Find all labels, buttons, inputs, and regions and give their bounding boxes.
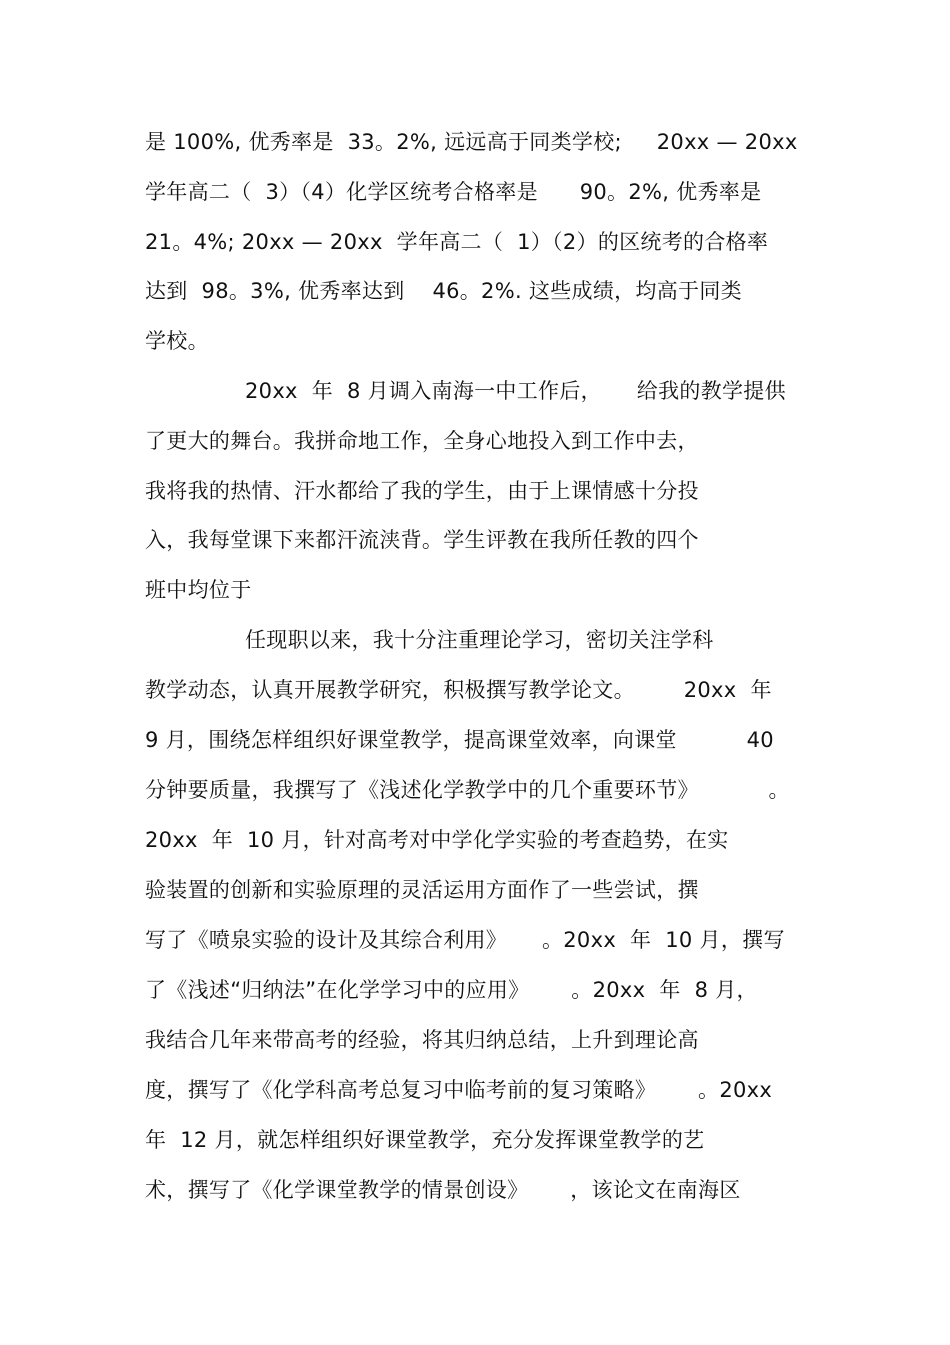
text-line: 度，撰写了《化学科高考总复习中临考前的复习策略》 。20xx bbox=[145, 1078, 773, 1102]
text-line: 我将我的热情、汗水都给了我的学生，由于上课情感十分投 bbox=[145, 479, 699, 503]
text-line: 教学动态，认真开展教学研究，积极撰写教学论文。 20xx 年 bbox=[145, 678, 772, 702]
text-line: 20xx 年 10 月，针对高考对中学化学实验的考查趋势，在实 bbox=[145, 828, 729, 852]
text-line: 学年高二（ 3）（4）化学区统考合格率是 90。2%, 优秀率是 bbox=[145, 180, 762, 204]
text-line: 达到 98。3%, 优秀率达到 46。2%. 这些成绩，均高于同类 bbox=[145, 279, 742, 303]
text-line: 是 100%, 优秀率是 33。2%, 远远高于同类学校; 20xx — 20xx bbox=[145, 130, 798, 154]
text-line: 写了《喷泉实验的设计及其综合利用》 。20xx 年 10 月，撰写 bbox=[145, 928, 785, 952]
text-line: 我结合几年来带高考的经验，将其归纳总结，上升到理论高 bbox=[145, 1028, 699, 1052]
text-line: 分钟要质量，我撰写了《浅述化学教学中的几个重要环节》 。 bbox=[145, 778, 790, 802]
text-line: 班中均位于 bbox=[145, 578, 252, 602]
text-line: 学校。 bbox=[145, 329, 209, 353]
text-line: 了《浅述“归纳法”在化学学习中的应用》 。20xx 年 8 月， bbox=[145, 978, 758, 1002]
text-line: 入，我每堂课下来都汗流浃背。学生评教在我所任教的四个 bbox=[145, 528, 699, 552]
text-line: 了更大的舞台。我拼命地工作，全身心地投入到工作中去， bbox=[145, 429, 699, 453]
paragraph-first-line: 任现职以来，我十分注重理论学习，密切关注学科 bbox=[245, 628, 714, 652]
text-line: 验装置的创新和实验原理的灵活运用方面作了一些尝试，撰 bbox=[145, 878, 699, 902]
paragraph-first-line: 20xx 年 8 月调入南海一中工作后， 给我的教学提供 bbox=[245, 379, 786, 403]
text-line: 21。4%; 20xx — 20xx 学年高二（ 1）（2）的区统考的合格率 bbox=[145, 230, 769, 254]
text-line: 术，撰写了《化学课堂教学的情景创设》 ，该论文在南海区 bbox=[145, 1178, 741, 1202]
text-line: 9 月，围绕怎样组织好课堂教学，提高课堂效率，向课堂 40 bbox=[145, 728, 774, 752]
text-line: 年 12 月，就怎样组织好课堂教学，充分发挥课堂教学的艺 bbox=[145, 1128, 705, 1152]
